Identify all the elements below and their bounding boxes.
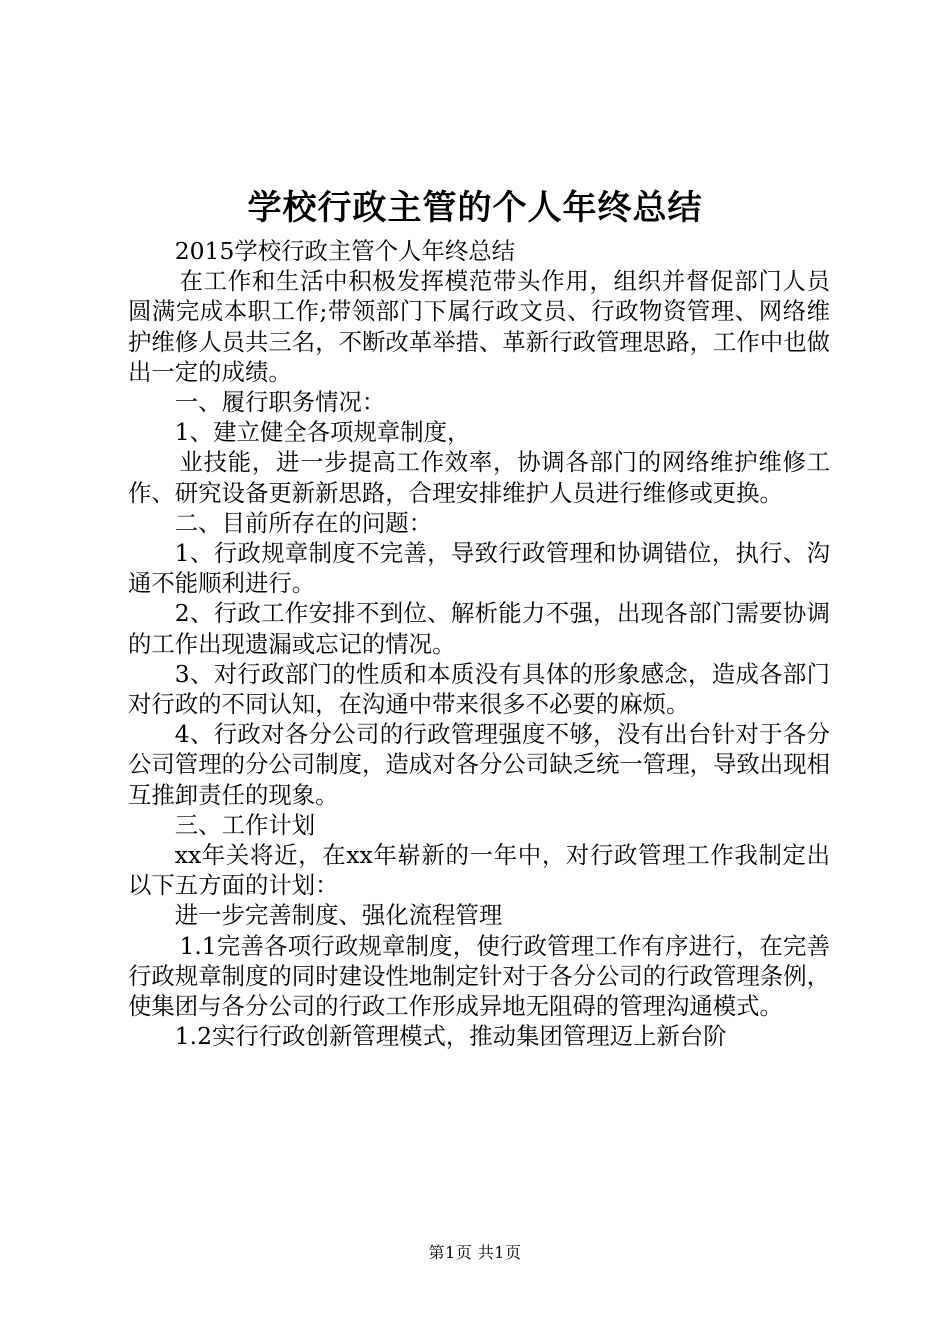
paragraph-problem-3: 3、对行政部门的性质和本质没有具体的形象感念，造成各部门对行政的不同认知，在沟通中带来很多不必要的麻烦。 bbox=[128, 659, 830, 719]
document-body bbox=[128, 236, 830, 1051]
paragraph-plan-intro: xx年关将近，在xx年崭新的一年中，对行政管理工作我制定出以下五方面的计划： bbox=[128, 841, 830, 900]
section-heading-duties: 一、履行职务情况： bbox=[174, 388, 386, 417]
paragraph-plan-heading: 进一步完善制度、强化流程管理 bbox=[174, 901, 503, 930]
document-title: 学校行政主管的个人年终总结 bbox=[247, 188, 703, 228]
section-heading-plan: 三、工作计划 bbox=[174, 810, 316, 839]
paragraph-subtitle: 2015学校行政主管个人年终总结 bbox=[174, 237, 516, 265]
paragraph-problem-2: 2、行政工作安排不到位、解析能力不强，出现各部门需要协调的工作出现遗漏或忘记的情况。 bbox=[128, 599, 830, 658]
paragraph-plan-1-1: 1.1完善各项行政规章制度，使行政管理工作有序进行，在完善行政规章制度的同时建设性地制定针对于各分公司的行政管理条例，使集团与各分公司的行政工作形成异地无阻碍的管理沟通模式。 bbox=[128, 931, 830, 1021]
paragraph-problem-1: 1、行政规章制度不完善，导致行政管理和协调错位，执行、沟通不能顺利进行。 bbox=[128, 539, 830, 598]
paragraph-duty-1: 1、建立健全各项规章制度， bbox=[174, 418, 471, 447]
paragraph-problem-4: 4、行政对各分公司的行政管理强度不够，没有出台针对于各分公司管理的分公司制度，造成对各分公司缺乏统一管理，导致出现相互推卸责任的现象。 bbox=[128, 720, 830, 809]
paragraph-duty-detail: 业技能，进一步提高工作效率，协调各部门的网络维护维修工作、研究设备更新新思路，合理安排维护人员进行维修或更换。 bbox=[128, 448, 830, 507]
paragraph-intro: 在工作和生活中积极发挥模范带头作用，组织并督促部门人员圆满完成本职工作;带领部门下属行政文员、行政物资管理、网络维护维修人员共三名，不断改革举措、革新行政管理思路，工作中也做出一定的成绩。 bbox=[128, 267, 830, 386]
section-heading-problems: 二、目前所存在的问题： bbox=[174, 508, 433, 537]
page-footer: 第1页 共1页 bbox=[428, 1243, 522, 1262]
paragraph-plan-1-2: 1.2实行行政创新管理模式，推动集团管理迈上新台阶 bbox=[174, 1022, 727, 1051]
